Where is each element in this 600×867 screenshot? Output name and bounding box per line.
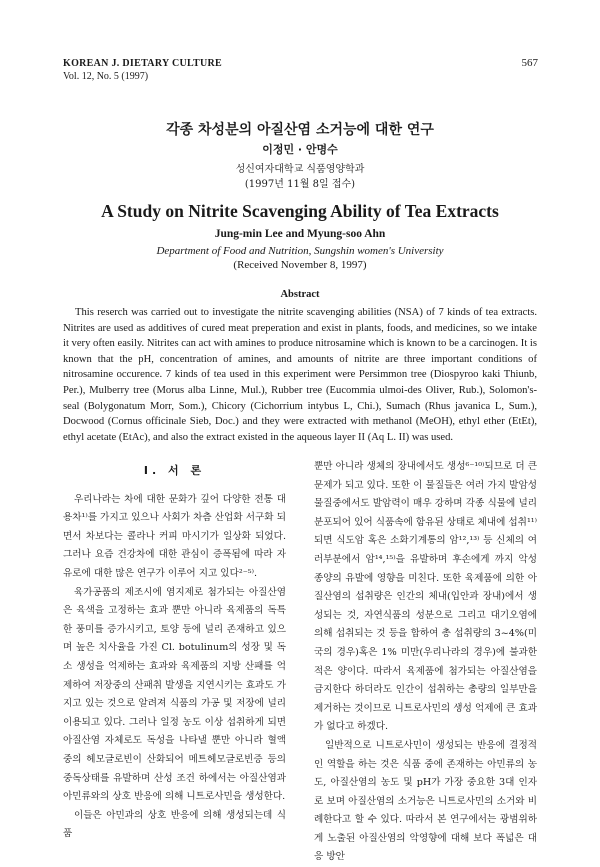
- paragraph: 이들은 아민과의 상호 반응에 의해 생성되는데 식품: [63, 809, 286, 840]
- section-heading-introduction: I. 서 론: [143, 464, 206, 477]
- abstract-heading: Abstract: [280, 289, 320, 300]
- korean-received-date: (1997년 11월 8일 접수): [244, 179, 356, 190]
- journal-name: KOREAN J. DIETARY CULTURE: [63, 58, 223, 69]
- paragraph: 뿐만 아니라 생체의 장내에서도 생성⁶⁻¹⁰⁾되므로 더 큰 문제가 되고 있다. 또한 이 물질들은 여러 가지 발암성물질중에서도 발암력이 매우 강하며 각종 식물에 널리 분포되어 있어 식품속에 함유된 상태로 체내에 섭취¹¹⁾되면 식도암 혹은 소화기계통의 암¹²,¹³⁾ 등 신체의 여러부분에서 암¹⁴,¹⁵⁾을 유발하며 후손에게 까지 악성 종양의 유발에 영향을 미친다. 또한 육제품에 의한 아질산염의 섭취량은 인간의 체내(입안과 장내)에서 생성되는 것, 자연식품의 성분으로 그리고 대기오염에 의해 섭취되는 것 등을 합하여 총 섭취량의 3~4%(미국의 경우)혹은 1% 미만(우리나라의 경우)에 불과한 적은 양이다. 따라서 육제품에 첨가되는 아질산염을 금지한다 하더라도 인간이 섭취하는 총량의 일부만을 제거하는 것이므로 니트로사민의 생성 억제에 큰 효과가 없다고 하겠다.: [314, 461, 537, 733]
- english-affiliation: Department of Food and Nutrition, Sungshin women's University: [156, 245, 444, 257]
- korean-title: 각종 차성분의 아질산염 소거능에 대한 연구: [166, 122, 434, 138]
- korean-affiliation: 성신여자대학교 식품영양학과: [235, 164, 365, 175]
- journal-header: [63, 57, 222, 83]
- paragraph: 일반적으로 니트로사민이 생성되는 반응에 결정적인 역할을 하는 것은 식품 중에 존재하는 아민류의 농도, 아질산염의 농도 및 pH가 가장 중요한 3대 인자로 보며 아질산염의 소거능은 니트로사민의 소거와 비례한다고 할 수 있다. 따라서 본 연구에서는 광범위하게 노출된 아질산염의 악영향에 대해 보다 폭넓은 대응 방안: [314, 739, 537, 863]
- english-authors: Jung-min Lee and Myung-soo Ahn: [214, 228, 386, 240]
- abstract-body: [63, 305, 537, 445]
- paragraph: 우리나라는 차에 대한 문화가 깊어 다양한 전통 대용차¹⁾를 가지고 있으나 사회가 차츰 산업화 서구화 되면서 차보다는 콜라나 커피 마시기가 일상화 되었다. 그러나 요즘 건강차에 대한 관심이 증폭됨에 따라 자유로에 대한 많은 연구가 이루어 지고 있다²⁻⁵⁾.: [63, 493, 286, 579]
- english-title: A Study on Nitrite Scavenging Ability of Tea Extracts: [101, 201, 499, 221]
- left-column: [63, 458, 286, 844]
- journal-volume: Vol. 12, No. 5 (1997): [63, 71, 149, 82]
- english-received-date: (Received November 8, 1997): [233, 259, 367, 271]
- abstract-text: This reserch was carried out to investigate the nitrite scavenging abilities (NSA) of 7 kinds of tea extracts. Nitrites are used as additives of cured meat preperation and exist in plants, foods, and medicines, so we intake it very often easily. Nitrites can act with amines to produce nitrosamine which is known to be a carcinogen. It is known that the pH, concentration of amines, and amounts of nitrite are three important conditions of nitrosamine occurence. 7 kinds of tea used in this experiment were Persimmon tree (Diospyroo kaki Thiunb, Per.), Mulberry tree (Morus alba Linne, Mul.), Rubber tree (Eucommia ulmoi-des Oliver, Rub.), Solomon's-seal (Bolygonatum Morr, Som.), Chicory (Cichorrium intybus L, Chi.), Sumach (Rhus javanica L, Sum.), Docwood (Cornus officinale Sieb, Doc.) and they were extracted with methanol (MeOH), ethyl ether (EtEt), ethyl acetate (EtAc), and also the extract existed in the aqueous layer II (Aq L. II) was used.: [63, 307, 537, 443]
- korean-authors: 이정민 · 안명수: [262, 143, 338, 156]
- right-column: [314, 458, 537, 867]
- page-number: 567: [521, 57, 538, 69]
- paragraph: 육가공품의 제조시에 염지제로 첨가되는 아질산염은 육색을 고정하는 효과 뿐만 아니라 육제품의 독특한 풍미를 증가시키고, 토양 등에 널리 존재하고 있으며 높은 치사율을 가진 Cl. botulinum의 성장 및 독소 생성을 억제하는 효과와 육제품의 지방 산패를 억제하여 저장중의 산패취 발생을 지연시키는 효과도 가지고 있는 것으로 알려져 식품의 가공 및 저장에 널리 이용되고 있다. 그러나 일정 농도 이상 섭취하게 되면 아질산염 자체로도 독성을 나타낼 뿐만 아니라 혈액 중의 헤모글로빈이 산화되어 메트헤모글로빈증 등의 중독상태를 유발하며 산성 조건 하에서는 아질산염과 아민류와의 상호 반응에 의해 니트로사민을 생성한다.: [63, 586, 286, 803]
